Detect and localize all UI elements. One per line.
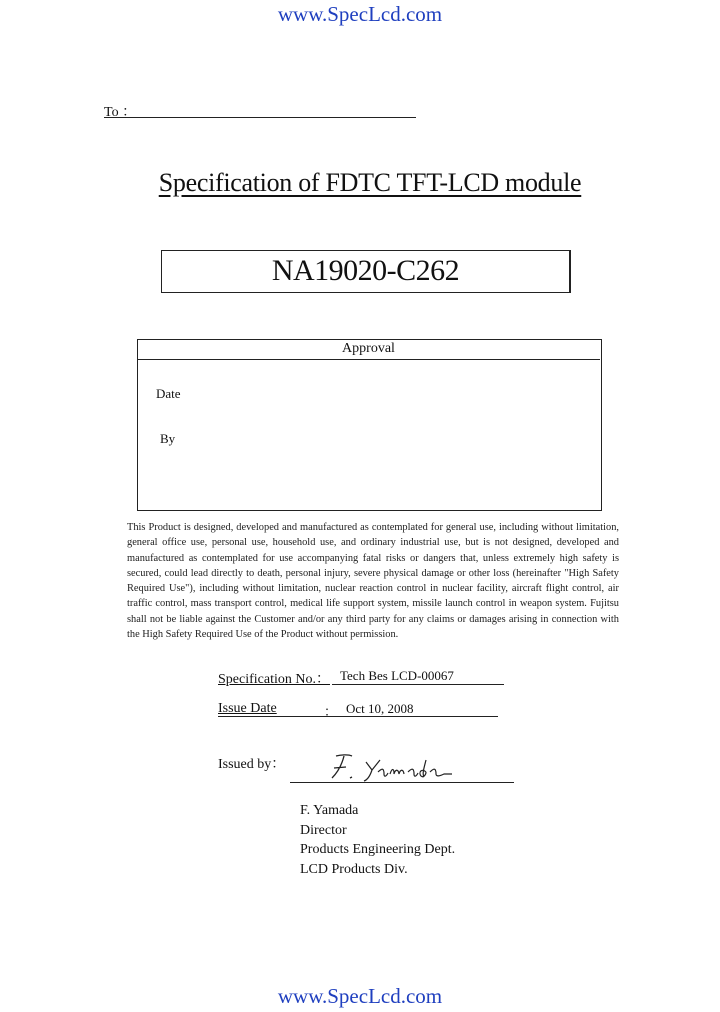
- signatory-division: LCD Products Div.: [300, 861, 408, 877]
- issue-date-value: Oct 10, 2008: [346, 701, 414, 716]
- to-label: To ：: [104, 105, 137, 120]
- approval-date-label: Date: [156, 386, 181, 401]
- issued-by-label: Issued by：: [218, 757, 286, 772]
- signature-line: [290, 782, 514, 783]
- model-number: NA19020-C262: [271, 254, 460, 287]
- spec-no-label: Specification No.：: [218, 672, 330, 687]
- signatory-department: Products Engineering Dept.: [300, 842, 456, 857]
- approval-box: [137, 339, 602, 511]
- approval-heading: Approval: [137, 339, 600, 360]
- spec-no-value: Tech Bes LCD-00067: [332, 668, 504, 685]
- issue-date-colon: ：: [324, 704, 338, 719]
- disclaimer-text: This Product is designed, developed and manufactured as contemplated for general use, including without limitation, general office use, personal use, household use, and ordinary industrial use, but is not designed, developed and manufactured as contemplated for use accompanying fatal risks or dangers that, unless extremely high safety is secured, could lead directly to death, personal injury, severe physical damage or other loss (hereinafter "High Safety Required Use"), including without limitation, nuclear reaction control in nuclear facility, aircraft flight control, air traffic control, mass transport control, medical life support system, missile launch control in weapon system. Fujitsu shall not be liable against the Customer and/or any third party for any claims or damages arising in connection with the High Safety Required Use of the Product without permission.: [127, 522, 619, 641]
- issue-date-label: Issue Date: [218, 701, 277, 716]
- signatory-name: F. Yamada: [300, 803, 359, 818]
- approval-by-label: By: [160, 431, 176, 446]
- signatory-block: [300, 801, 455, 879]
- issue-date-line: [218, 716, 498, 717]
- header-site-link[interactable]: www.SpecLcd.com: [277, 2, 443, 26]
- to-field-line: [104, 117, 416, 118]
- document-title: Specification of FDTC TFT-LCD module: [158, 168, 582, 197]
- handwritten-signature: [322, 750, 462, 786]
- footer-site-link[interactable]: www.SpecLcd.com: [277, 984, 443, 1008]
- signatory-title: Director: [300, 822, 347, 838]
